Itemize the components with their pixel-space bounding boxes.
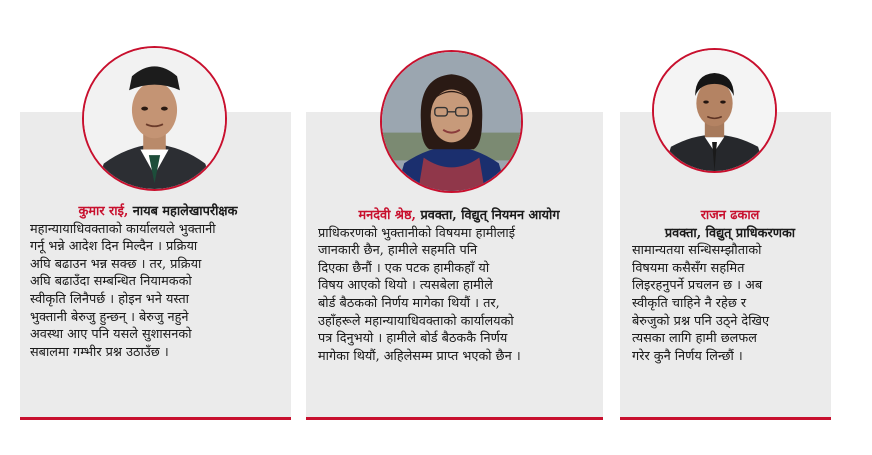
speaker-title: नायब महालेखापरीक्षक — [132, 204, 238, 219]
portrait-rajan-dhakal — [652, 48, 777, 173]
speaker-title: प्रवक्ता, विद्युत् प्राधिकरणका — [664, 225, 796, 241]
speaker-name: कुमार राई, — [78, 204, 129, 219]
cropped-text-fragment-right — [858, 196, 872, 226]
portrait-woman-icon — [382, 52, 521, 191]
portrait-man-icon — [654, 50, 775, 171]
quote-line: सामान्यतया सन्धिसम्झौताको — [632, 243, 762, 259]
quote-line: बोर्ड बैठकको निर्णय मागेका थियौं । तर, — [318, 295, 500, 311]
quote-line: बेरुजुको प्रश्न पनि उठ्ने देखिए — [632, 313, 770, 329]
quote-line: मागेका थियौं, अहिलेसम्म प्राप्त भएको छैन । — [318, 348, 521, 364]
portrait-kumar-rai — [82, 46, 227, 191]
quote-line: गर्नू भन्ने आदेश दिन मिल्दैन । प्रक्रिया — [30, 239, 198, 255]
quote-line: स्वीकृति लिनैपर्छ । होइन भने यस्ता — [30, 291, 189, 307]
quote-line: विषयमा कसैसँग सहमित — [632, 260, 745, 276]
quote-line: दिएका छैनौं । एक पटक हामीकहाँ यो — [318, 260, 490, 276]
quote-line: जानकारी छैन, हामीले सहमति पनि — [318, 243, 478, 259]
quote-line: अघि बढाउन भन्न सक्छ । तर, प्रक्रिया — [30, 256, 202, 272]
quote-line: विषय आएको थियो । त्यसबेला हामीले — [318, 278, 493, 294]
quote-line: अवस्था आए पनि यसले सुशासनको — [30, 327, 192, 343]
quote-line: पत्र दिनुभयो । हामीले बोर्ड बैठककै निर्णय — [318, 331, 508, 347]
speaker-name: मनदेवी श्रेष्ठ, — [358, 208, 416, 223]
quote-caption-mandevi-shrestha — [318, 207, 600, 365]
speaker-heading — [30, 203, 286, 221]
quote-line: भुक्तानी बेरुजु हुन्छन् । बेरुजु नहुने — [30, 309, 189, 325]
quote-line: उहाँहरूले महान्यायाधिवक्ताको कार्यालयको — [318, 313, 514, 329]
portrait-man-topi-icon — [84, 48, 225, 189]
speaker-heading — [318, 207, 600, 225]
quote-line: अघि बढाउँदा सम्बन्धित नियामकको — [30, 274, 192, 290]
quote-body — [30, 221, 286, 362]
speaker-name: राजन ढकाल — [700, 208, 760, 223]
quote-line: महान्यायाधिवक्ताको कार्यालयले भुक्तानी — [30, 221, 216, 237]
quote-line: लिइरहनुपर्ने प्रचलन छ । अब — [632, 278, 763, 294]
quote-caption-kumar-rai — [30, 203, 286, 361]
quote-body — [318, 225, 600, 366]
portrait-mandevi-shrestha — [380, 50, 523, 193]
quote-line: प्राधिकरणको भुक्तानीको विषयमा हामीलाई — [318, 225, 516, 241]
quote-line: सबालमा गम्भीर प्रश्न उठाउँछ । — [30, 344, 169, 360]
quote-line: गरेर कुनै निर्णय लिन्छौं । — [632, 348, 743, 364]
speaker-title: प्रवक्ता, विद्युत् नियमन आयोग — [420, 208, 560, 223]
quote-body — [632, 242, 828, 365]
quote-caption-rajan-dhakal — [632, 207, 828, 365]
speaker-title-line — [632, 225, 828, 243]
speaker-name-line — [632, 207, 828, 225]
quote-line: स्वीकृति चाहिने नै रहेछ र — [632, 295, 747, 311]
cropped-text-fragment-top — [552, 0, 632, 6]
quote-line: त्यसका लागि हामी छलफल — [632, 331, 757, 347]
